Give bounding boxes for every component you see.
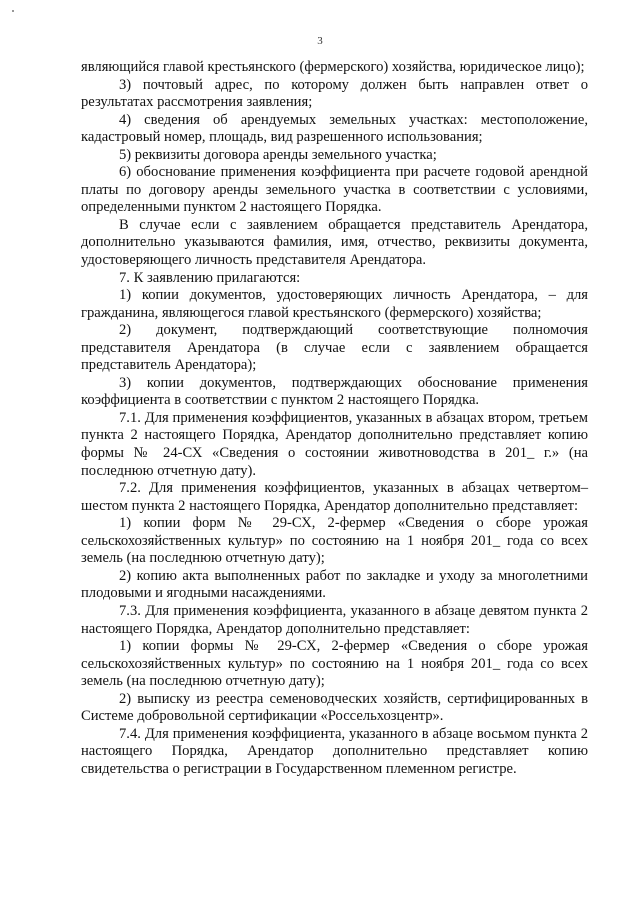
paragraph: 1) копии форм № 29-СХ, 2-фермер «Сведения о сборе урожая сельскохозяйственных культур» по состоянию на 1 ноября 201_ года со всех земель (на последнюю отчетную дату); xyxy=(81,515,588,567)
paragraph: 5) реквизиты договора аренды земельного участка; xyxy=(119,146,437,163)
paragraph: 7.4. Для применения коэффициента, указанного в абзаце восьмом пункта 2 настоящего Порядка, Арендатор дополнительно представляет копию свидетельства о регистрации в Государственном племенном регистре. xyxy=(81,725,588,777)
paragraph: 7.3. Для применения коэффициента, указанного в абзаце девятом пункта 2 настоящего Порядка, Арендатор дополнительно представляет: xyxy=(81,602,588,637)
page-number: 3 xyxy=(317,35,323,47)
paragraph: 7.1. Для применения коэффициентов, указанных в абзацах втором, третьем пункта 2 настоящего Порядка, Арендатор дополнительно представляет копию формы № 24-СХ «Сведения о состоянии животноводства в 201_ г.» (на последнюю отчетную дату). xyxy=(81,409,588,479)
document-body xyxy=(81,59,588,778)
paragraph: являющийся главой крестьянского (фермерского) хозяйства, юридическое лицо); xyxy=(81,59,585,75)
paragraph: 7.2. Для применения коэффициентов, указанных в абзацах четвертом–шестом пункта 2 настоящего Порядка, Арендатор дополнительно представляет: xyxy=(81,480,588,514)
paragraph: 2) копию акта выполненных работ по закладке и уходу за многолетними плодовыми и ягодными насаждениями. xyxy=(81,567,588,602)
paragraph: 3) почтовый адрес, по которому должен быть направлен ответ о результатах рассмотрения заявления; xyxy=(81,76,588,111)
paragraph: 1) копии документов, удостоверяющих личность Арендатора, – для гражданина, являющегося главой крестьянского (фермерского) хозяйства; xyxy=(81,287,588,321)
paragraph: 4) сведения об арендуемых земельных участках: местоположение, кадастровый номер, площадь, вид разрешенного использования; xyxy=(81,111,588,146)
section-heading: 7. К заявлению прилагаются: xyxy=(119,269,301,286)
paragraph: 6) обоснование применения коэффициента при расчете годовой арендной платы по договору аренды земельного участка в соответствии с условиями, определенными пунктом 2 настоящего Порядка. xyxy=(81,164,588,216)
paragraph: В случае если с заявлением обращается представитель Арендатора, дополнительно указываются фамилия, имя, отчество, реквизиты документа, удостоверяющего личность представителя Арендатора. xyxy=(81,216,588,269)
paragraph: 2) выписку из реестра семеноводческих хозяйств, сертифицированных в Системе добровольной сертификации «Россельхозцентр». xyxy=(81,690,588,725)
scan-speck xyxy=(12,10,14,12)
paragraph: 2) документ, подтверждающий соответствующие полномочия представителя Арендатора (в случае если с заявлением обращается представитель Арендатора); xyxy=(81,322,588,374)
paragraph: 3) копии документов, подтверждающих обоснование применения коэффициента в соответствии с пунктом 2 настоящего Порядка. xyxy=(81,374,588,409)
paragraph: 1) копии формы № 29-СХ, 2-фермер «Сведения о сборе урожая сельскохозяйственных культур» по состоянию на 1 ноября 201_ года со всех земель (на последнюю отчетную дату); xyxy=(81,638,588,690)
